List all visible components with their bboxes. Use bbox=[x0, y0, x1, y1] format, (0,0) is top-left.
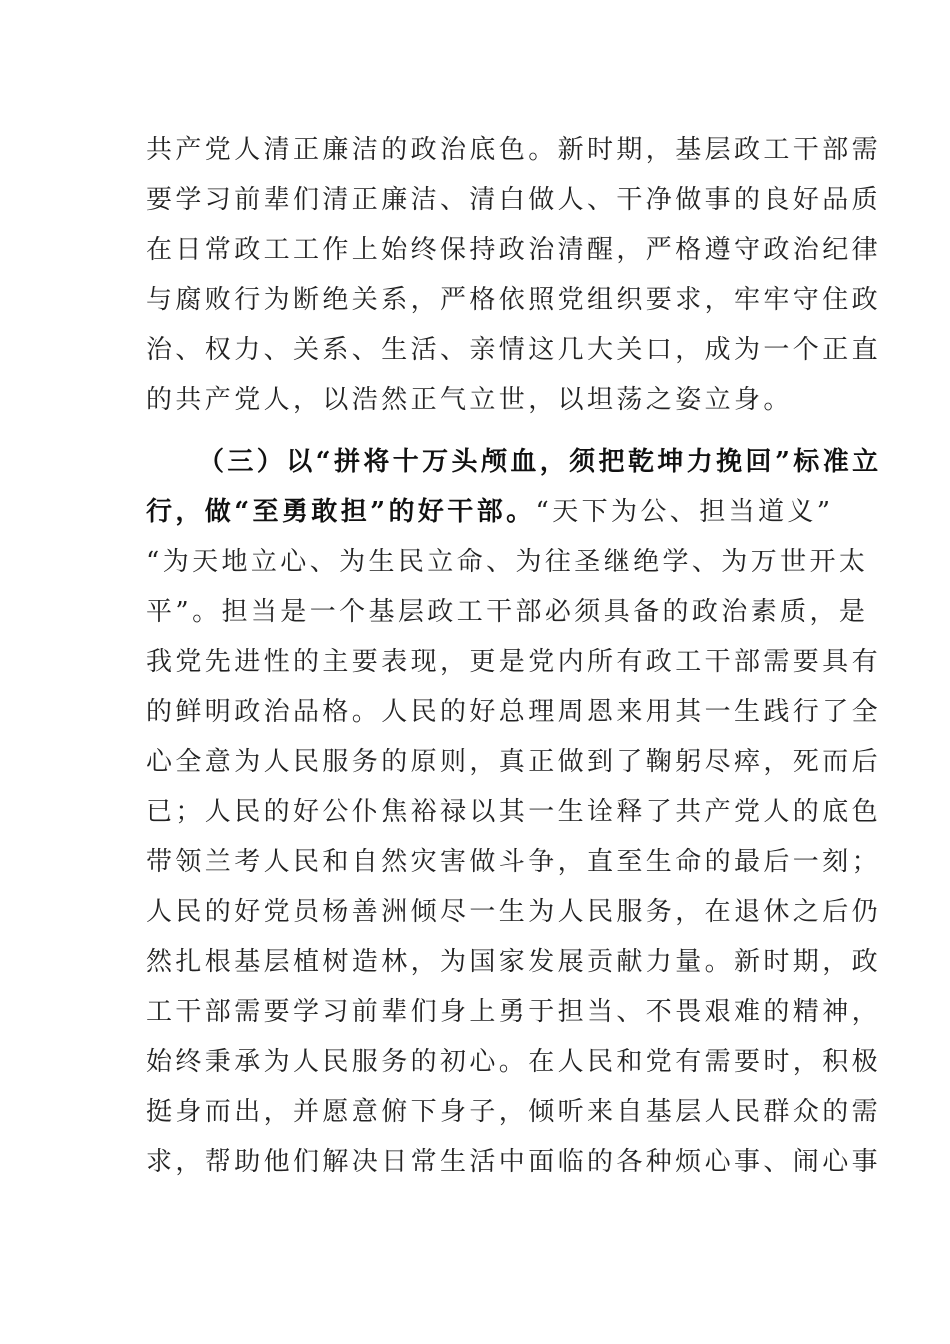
paragraph-1-line-3: 在日常政工工作上始终保持政治清醒，严格遵守政治纪律 bbox=[146, 235, 882, 265]
paragraph-2-line-10: 人民的好党员杨善洲倾尽一生为人民服务，在退休之后仍 bbox=[146, 897, 882, 927]
paragraph-2-line-2 bbox=[146, 492, 834, 532]
paragraph-2-line-4: 平”。担当是一个基层政工干部必须具备的政治素质，是 bbox=[146, 597, 869, 627]
paragraph-2-line-7: 心全意为人民服务的原则，真正做到了鞠躬尽瘁，死而后 bbox=[146, 747, 882, 777]
paragraph-2-line-6: 的鲜明政治品格。人民的好总理周恩来用其一生践行了全 bbox=[146, 697, 882, 727]
paragraph-1-line-4: 与腐败行为断绝关系，严格依照党组织要求，牢牢守住政 bbox=[146, 285, 882, 315]
paragraph-1-line-2: 要学习前辈们清正廉洁、清白做人、干净做事的良好品质 bbox=[146, 185, 882, 215]
paragraph-2-line-2-rest: “天下为公、担当道义” bbox=[535, 497, 834, 527]
paragraph-2-line-15: 求，帮助他们解决日常生活中面临的各种烦心事、闹心事 bbox=[146, 1147, 882, 1177]
paragraph-1-line-1: 共产党人清正廉洁的政治底色。新时期，基层政工干部需 bbox=[146, 135, 882, 165]
paragraph-1-line-6: 的共产党人，以浩然正气立世，以坦荡之姿立身。 bbox=[146, 385, 793, 415]
section-heading-line-2: 行，做“至勇敢担”的好干部。 bbox=[146, 497, 536, 527]
section-heading-line-1: （三）以“拼将十万头颅血，须把乾坤力挽回”标准立 bbox=[198, 447, 882, 477]
paragraph-2-line-9: 带领兰考人民和自然灾害做斗争，直至生命的最后一刻； bbox=[146, 847, 882, 877]
paragraph-2-line-13: 始终秉承为人民服务的初心。在人民和党有需要时，积极 bbox=[146, 1047, 882, 1077]
paragraph-2-line-14: 挺身而出，并愿意俯下身子，倾听来自基层人民群众的需 bbox=[146, 1097, 882, 1127]
paragraph-2-line-8: 已；人民的好公仆焦裕禄以其一生诠释了共产党人的底色 bbox=[146, 797, 882, 827]
paragraph-2-line-5: 我党先进性的主要表现，更是党内所有政工干部需要具有 bbox=[146, 647, 882, 677]
paragraph-1-line-5: 治、权力、关系、生活、亲情这几大关口，成为一个正直 bbox=[146, 335, 882, 365]
paragraph-2-line-11: 然扎根基层植树造林，为国家发展贡献力量。新时期，政 bbox=[146, 947, 882, 977]
paragraph-2-line-3: “为天地立心、为生民立命、为往圣继绝学、为万世开太 bbox=[146, 547, 869, 577]
paragraph-2-line-12: 工干部需要学习前辈们身上勇于担当、不畏艰难的精神， bbox=[146, 997, 882, 1027]
